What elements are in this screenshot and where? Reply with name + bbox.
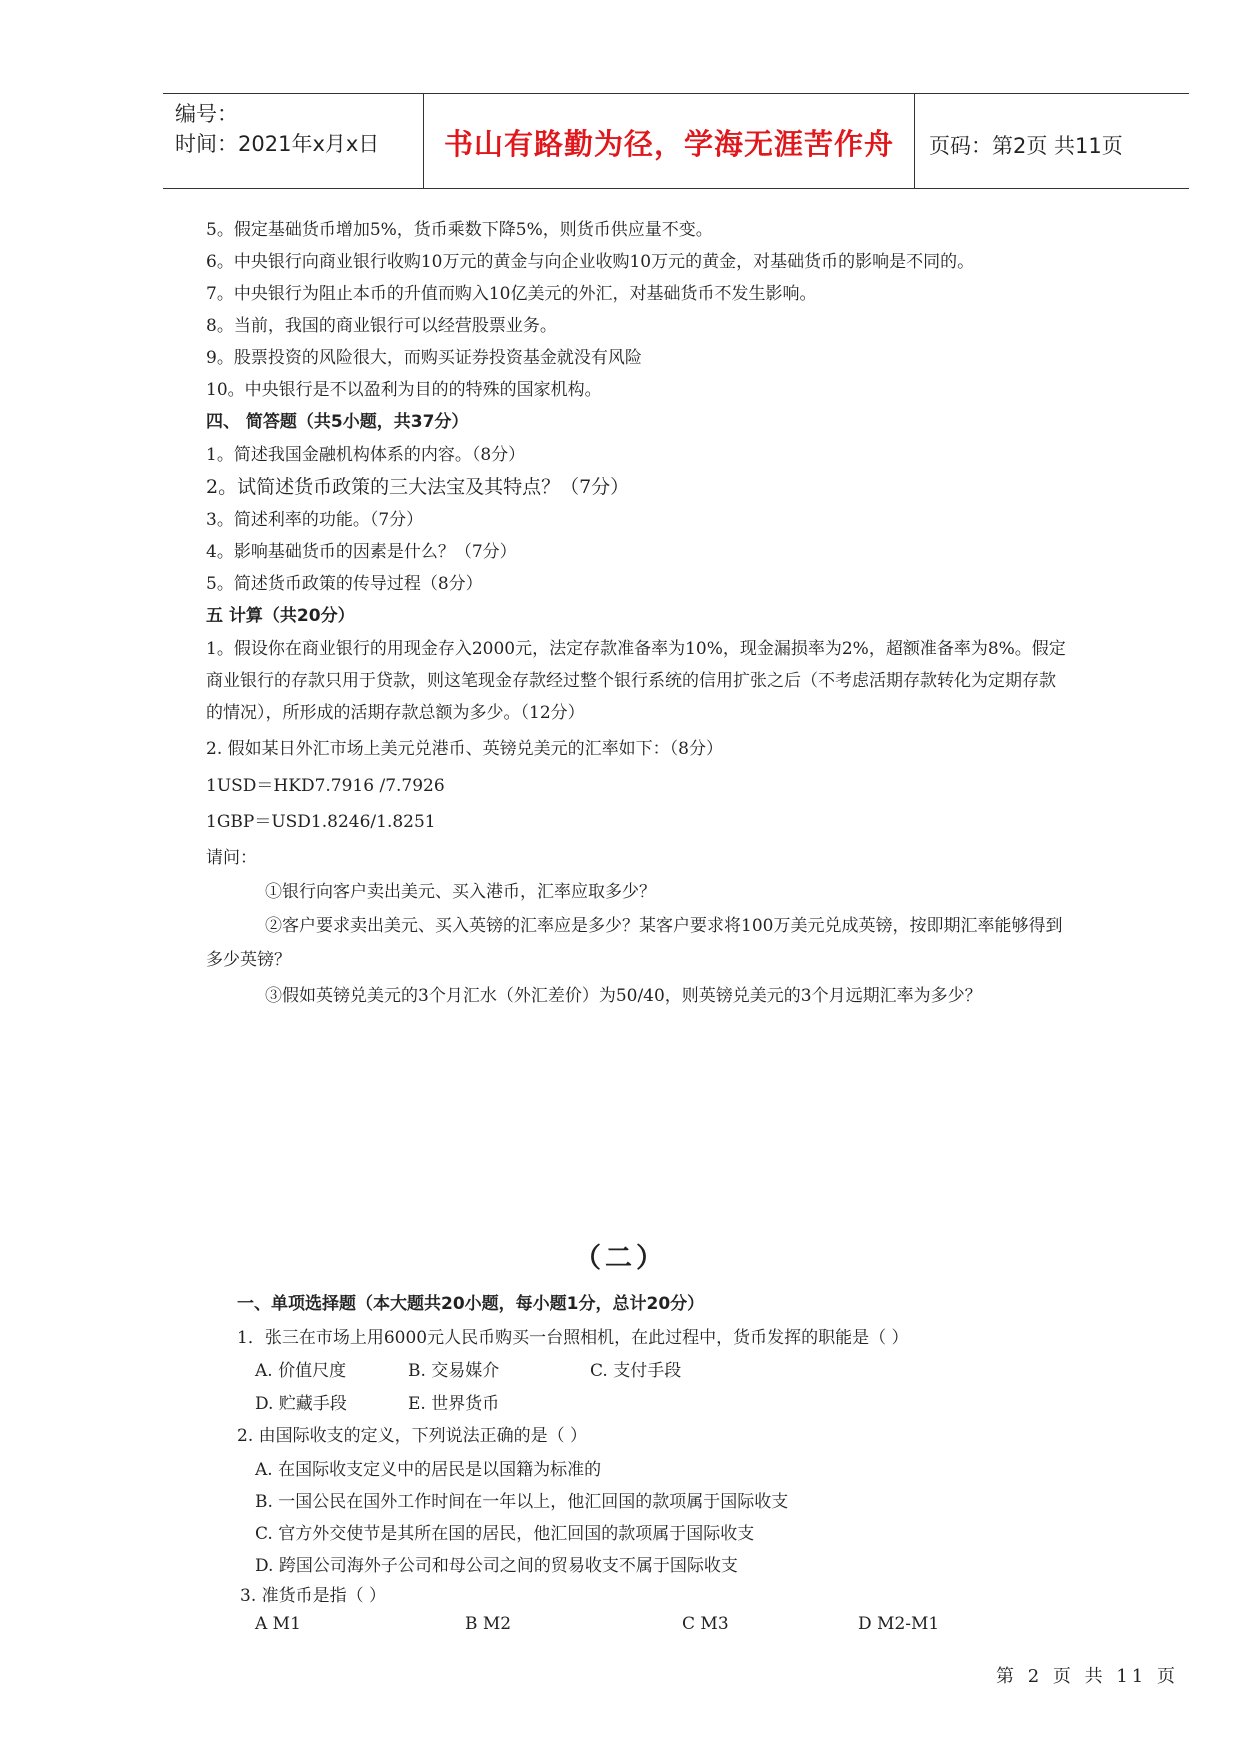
- text-line: 2。试简述货币政策的三大法宝及其特点？（7分）: [206, 476, 630, 498]
- text-line: 1GBP＝USD1.8246/1.8251: [206, 812, 436, 832]
- question-text: 2. 由国际收支的定义，下列说法正确的是（ ）: [237, 1426, 588, 1446]
- text-line: 的情况），所形成的活期存款总额为多少。（12分）: [206, 703, 585, 723]
- page-footer: 第 2 页 共 11 页: [996, 1666, 1179, 1687]
- option: B. 一国公民在国外工作时间在一年以上，他汇回国的款项属于国际收支: [255, 1492, 789, 1512]
- text-line: 1。假设你在商业银行的用现金存入2000元，法定存款准备率为10%，现金漏损率为2%，超额准备率为8%。假定: [206, 639, 1066, 659]
- text-line: 6。中央银行向商业银行收购10万元的黄金与向企业收购10万元的黄金，对基础货币的影响是不同的。: [206, 252, 975, 272]
- text-line: 3。简述利率的功能。（7分）: [206, 510, 424, 530]
- header-motto: 书山有路勤为径，学海无涯苦作舟: [443, 127, 894, 161]
- option: C. 支付手段: [590, 1361, 682, 1381]
- section-heading: 五 计算（共20分）: [206, 606, 355, 626]
- option: D. 跨国公司海外子公司和母公司之间的贸易收支不属于国际收支: [255, 1556, 738, 1576]
- text-line: 9。股票投资的风险很大，而购买证券投资基金就没有风险: [206, 348, 642, 368]
- text-line: ③假如英镑兑美元的3个月汇水（外汇差价）为50/40，则英镑兑美元的3个月远期汇率为多少？: [265, 986, 982, 1006]
- option: E. 世界货币: [408, 1394, 500, 1414]
- option: C M3: [682, 1614, 729, 1634]
- option: B M2: [465, 1614, 512, 1634]
- text-line: 8。当前，我国的商业银行可以经营股票业务。: [206, 316, 557, 336]
- section-heading: 一、单项选择题（本大题共20小题，每小题1分，总计20分）: [237, 1294, 705, 1314]
- page-header: [163, 93, 1189, 189]
- text-line: 10。中央银行是不以盈利为目的的特殊的国家机构。: [206, 380, 602, 400]
- option: D M2-M1: [858, 1614, 940, 1634]
- option: D. 贮藏手段: [255, 1394, 347, 1414]
- header-page-number: 页码：第2页 共11页: [929, 134, 1123, 158]
- document-number: 编号：: [175, 102, 238, 126]
- document-time: 时间：2021年x月x日: [175, 132, 380, 156]
- question-text: 1．张三在市场上用6000元人民币购买一台照相机，在此过程中，货币发挥的职能是（ ）: [237, 1328, 909, 1348]
- text-line: 商业银行的存款只用于贷款，则这笔现金存款经过整个银行系统的信用扩张之后（不考虑活期存款转化为定期存款: [206, 671, 1056, 691]
- text-line: 7。中央银行为阻止本币的升值而购入10亿美元的外汇，对基础货币不发生影响。: [206, 284, 817, 304]
- question-text: 3. 准货币是指（ ）: [240, 1586, 387, 1606]
- text-line: 多少英镑？: [206, 950, 291, 970]
- text-line: 2. 假如某日外汇市场上美元兑港币、英镑兑美元的汇率如下：（8分）: [206, 739, 723, 759]
- text-line: 请问：: [206, 848, 257, 868]
- option: A. 在国际收支定义中的居民是以国籍为标准的: [255, 1460, 602, 1480]
- text-line: 5。简述货币政策的传导过程（8分）: [206, 574, 483, 594]
- text-line: ②客户要求卖出美元、买入英镑的汇率应是多少？某客户要求将100万美元兑成英镑，按即期汇率能够得到: [265, 916, 1063, 936]
- option: A. 价值尺度: [255, 1361, 347, 1381]
- text-line: 4。影响基础货币的因素是什么？（7分）: [206, 542, 517, 562]
- section-heading: 四、 简答题（共5小题，共37分）: [206, 412, 469, 432]
- text-line: 1USD＝HKD7.7916 /7.7926: [206, 776, 445, 796]
- header-left-cell: [163, 94, 423, 188]
- text-line: 1。简述我国金融机构体系的内容。（8分）: [206, 445, 526, 465]
- option: B. 交易媒介: [408, 1361, 500, 1381]
- text-line: 5。假定基础货币增加5%，货币乘数下降5%，则货币供应量不变。: [206, 220, 713, 240]
- option: A M1: [255, 1614, 301, 1634]
- header-middle-cell: [423, 94, 915, 188]
- text-line: ①银行向客户卖出美元、买入港币，汇率应取多少？: [265, 882, 656, 902]
- option: C. 官方外交使节是其所在国的居民，他汇回国的款项属于国际收支: [255, 1524, 755, 1544]
- header-right-cell: [915, 94, 1189, 188]
- section-two-title: （二）: [574, 1243, 667, 1274]
